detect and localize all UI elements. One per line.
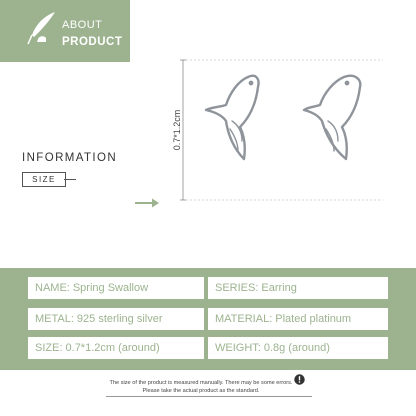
measurement-note — [106, 377, 312, 399]
spec-name-label: NAME: — [35, 282, 70, 294]
about-label: ABOUT — [62, 19, 103, 31]
note-text — [106, 380, 296, 395]
spec-size-label: SIZE: — [35, 342, 63, 354]
spec-weight — [208, 337, 388, 359]
size-tag: SIZE — [22, 172, 66, 187]
right-swallow-earring — [304, 76, 360, 159]
spec-material-label: MATERIAL: — [215, 313, 273, 325]
spec-series-value: Earring — [261, 282, 297, 294]
spec-name — [28, 277, 204, 299]
spec-material-value: Plated platinum — [275, 313, 352, 325]
left-swallow-earring — [206, 76, 259, 159]
spec-material — [208, 308, 388, 330]
spec-size — [28, 337, 204, 359]
dimension-marker — [180, 60, 383, 200]
spec-weight-value: 0.8g (around) — [263, 342, 330, 354]
swallow-earrings-image — [168, 55, 408, 205]
spec-size-value: 0.7*1.2cm (around) — [65, 342, 160, 354]
warning-icon — [294, 374, 305, 385]
spec-series — [208, 277, 388, 299]
spec-metal — [28, 308, 204, 330]
spec-name-value: Spring Swallow — [72, 282, 149, 294]
arrow-right-icon — [134, 197, 160, 209]
spec-table — [0, 268, 416, 370]
spec-weight-label: WEIGHT: — [215, 342, 261, 354]
information-heading: INFORMATION — [22, 152, 118, 164]
note-line-2: Please take the actual product as the standard. — [142, 387, 260, 394]
dimension-label: 0.7*1.2cm — [172, 109, 182, 151]
spec-metal-label: METAL: — [35, 313, 74, 325]
about-product-banner — [0, 0, 130, 62]
feather-pen-icon — [22, 8, 62, 48]
spec-metal-value: 925 sterling silver — [76, 313, 163, 325]
product-label: PRODUCT — [62, 36, 123, 48]
size-divider — [64, 179, 76, 180]
spec-series-label: SERIES: — [215, 282, 259, 294]
note-line-1: The size of the product is measured manually. There may be some errors. — [109, 380, 293, 386]
note-underline — [106, 396, 312, 397]
